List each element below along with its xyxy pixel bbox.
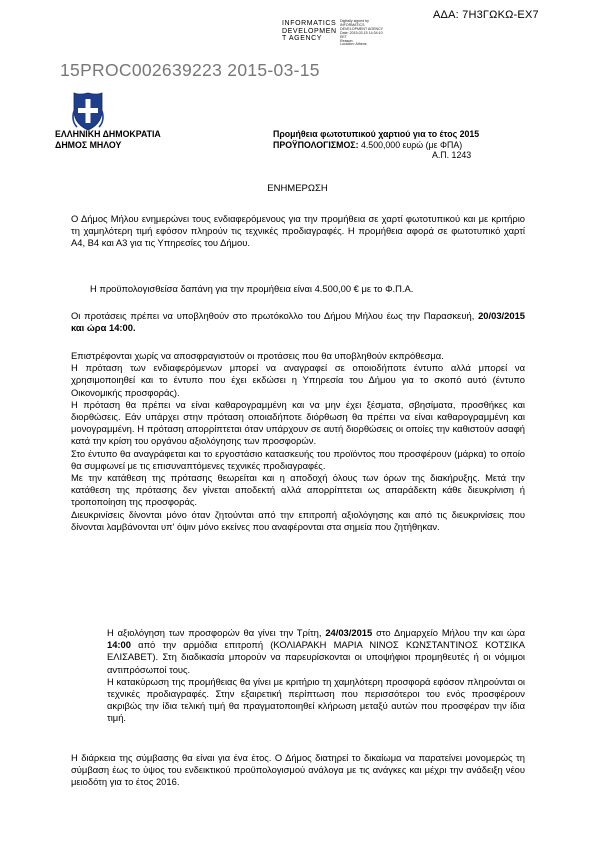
terms-item: Με την κατάθεση της πρότασης θεωρείται και η αποδοχή όλους των όρων της διακήρυξης. Μετά την κατάθεση της πρότασης δεν γίνεται αποδεκτή αλλά απορρίπτεται ως απαράδεκτη κάθε διευκρίνιση ή τροποποίηση της προσφοράς.	[71, 472, 525, 508]
paragraph-terms	[71, 350, 525, 533]
budget-line	[273, 140, 479, 151]
terms-item: Η πρόταση των ενδιαφερόμενων μπορεί να αναγραφεί σε οποιοδήποτε έντυπο αλλά μπορεί να χρησιμοποιηθεί και το έντυπο που έχει εκδώσει η Υπηρεσία του Δήμου για το σκοπό αυτό (έντυπο Οικονομικής προσφοράς).	[71, 362, 525, 398]
evaluation-time: 14:00	[107, 639, 131, 651]
terms-item: Επιστρέφονται χωρίς να αποσφραγιστούν οι προτάσεις που θα υποβληθούν εκπρόθεσμα.	[71, 350, 444, 361]
signature-detail-line: INFORMATICS	[340, 22, 365, 27]
signature-detail-line: Location: Athens	[340, 42, 367, 47]
paragraph-duration: Η διάρκεια της σύμβασης θα είναι για ένα έτος. Ο Δήμος διατηρεί το δικαίωμα να παρατείνει μονομερώς τη σύμβαση έως το ύψος του ενδεικτικού προϋπολογισμού ανάλογα με τις ανάγκες και μέχρι την ανάδειξη νέου μειοδότη για το έτος 2016.	[71, 752, 525, 788]
paragraph-budget: Η προϋπολογισθείσα δαπάνη για την προμήθεια είναι 4.500,00 € με το Φ.Π.Α.	[90, 283, 414, 294]
signature-detail-line: Date: 2015.03.15 14:34:10	[340, 30, 383, 35]
terms-item: Η πρόταση θα πρέπει να είναι καθαρογραμμένη και να μην έχει ξέσματα, σβησίματα, προσθήκες και διορθώσεις. Εάν υπάρχει στην πρόταση οποιαδήποτε διόρθωση θα πρέπει να είναι καθαρογραμμένη και μονογραμμένη. Η πρόταση απορρίπτεται όταν υπάρχουν σε αυτή διορθώσεις οι οποίες την καθιστούν ασαφή κατά την κρίση του οργάνου αξιολόγησης των προσφορών.	[71, 398, 525, 447]
deadline-text: Οι προτάσεις πρέπει να υποβληθούν στο πρωτόκολλο του Δήμου Μήλου έως την Παρασκευή,	[71, 310, 479, 321]
issuer-municipality: ΔΗΜΟΣ ΜΗΛΟΥ	[55, 139, 122, 150]
budget-label: ΠΡΟΫΠΟΛΟΓΙΣΜΟΣ:	[273, 139, 359, 150]
signature-org-line: DEVELOPMEN	[282, 27, 337, 35]
protocol-number: 15PROC002639223 2015-03-15	[60, 60, 320, 80]
evaluation-date: 24/03/2015	[325, 627, 373, 638]
deadline-date: 20/03/2015 και ώρα 14:00.	[71, 310, 525, 334]
evaluation-intro: Η αξιολόγηση των προσφορών θα γίνει την Τρίτη,	[107, 627, 326, 638]
budget-value: 4.500,000 ευρώ (με ΦΠΑ)	[358, 139, 463, 150]
greek-emblem-icon	[71, 91, 105, 131]
signature-detail-line: EET	[340, 34, 347, 39]
terms-item: Διευκρινίσεις δίνονται μόνο όταν ζητούνται από την επιτροπή αξιολόγησης και από τις διευκρινίσεις που δίνονται λαμβάνονται υπ' όψιν μόνο εκείνες που αναφέρονται στα σημεία που ζητήθηκαν.	[71, 508, 525, 532]
issuer-country: ΕΛΛΗΝΙΚΗ ΔΗΜΟΚΡΑΤΙΑ	[55, 129, 161, 139]
evaluation-location: στο Δημαρχείο Μήλου την και ώρα	[372, 627, 525, 638]
signature-detail-line: Reason:	[340, 38, 354, 43]
signature-detail-line: Digitally signed by	[340, 19, 369, 23]
issuer-block	[55, 129, 161, 150]
paragraph-evaluation	[107, 627, 525, 725]
signature-detail-line: DEVELOPMENT AGENCY	[340, 26, 384, 31]
subject-title-text: Προμήθεια φωτοτυπικού χαρτιού για το έτος 2015	[273, 129, 480, 139]
signature-org-line: INFORMATICS	[282, 20, 337, 27]
signature-org-line: T AGENCY	[282, 35, 323, 43]
award-criteria: Η κατακύρωση της προμήθειας θα γίνει με κριτήριο τη χαμηλότερη προσφορά εφόσον πληρούνται οι τεχνικές προδιαγραφές. Στην εξαιρετική περίπτωση που περισσότεροι του ενός προσφέρουν ακριβώς την ίδια τελική τιμή θα πραγματοποιηθεί κλήρωση μεταξύ αυτών που προσφέραν την ίδια τιμή.	[107, 675, 525, 724]
subject-title	[273, 129, 479, 140]
evaluation-committee: από την αρμόδια επιτροπή (ΚΟΛΙΑΡΑΚΗ ΜΑΡΙΑ ΝΙΝΟΣ ΚΩΝΣΤΑΝΤΙΝΟΣ ΚΟΤΣΙΚΑ ΕΛΙΣΑΒΕΤ). Στη διαδικασία μπορούν να παρευρίσκονται οι υποψήφιοι προμηθευτές ή οι νόμιμοι αντιπρόσωποί τους.	[107, 639, 525, 675]
digital-signature-details	[340, 20, 383, 47]
subject-block	[273, 129, 479, 161]
document-title: ΕΝΗΜΕΡΩΣΗ	[267, 183, 328, 194]
digital-signature-organization	[282, 20, 337, 43]
protocol-ap: Α.Π. 1243	[432, 150, 472, 160]
terms-item: Στο έντυπο θα αναγράφεται και το εργοστάσιο κατασκευής του προϊόντος που προσφέρουν (μάρκα) το οποίο θα συμφωνεί με τις επισυναπτόμενες τεχνικές προδιαγραφές.	[71, 447, 525, 471]
paragraph-intro: Ο Δήμος Μήλου ενημερώνει τους ενδιαφερόμενους για την προμήθεια σε χαρτί φωτοτυπικού και με κριτήριο τη χαμηλότερη τιμή εφόσον πληρούν τις τεχνικές προδιαγραφές. Η προμήθεια αφορά σε φωτοτυπικό χαρτί Α4, Β4 και Α3 για τις Υπηρεσίες του Δήμου.	[71, 213, 525, 249]
ada-code: ΑΔΑ: 7Η3ΓΩΚΩ-ΕΧ7	[433, 9, 539, 21]
evaluation-text	[107, 627, 525, 676]
paragraph-deadline	[71, 310, 525, 334]
